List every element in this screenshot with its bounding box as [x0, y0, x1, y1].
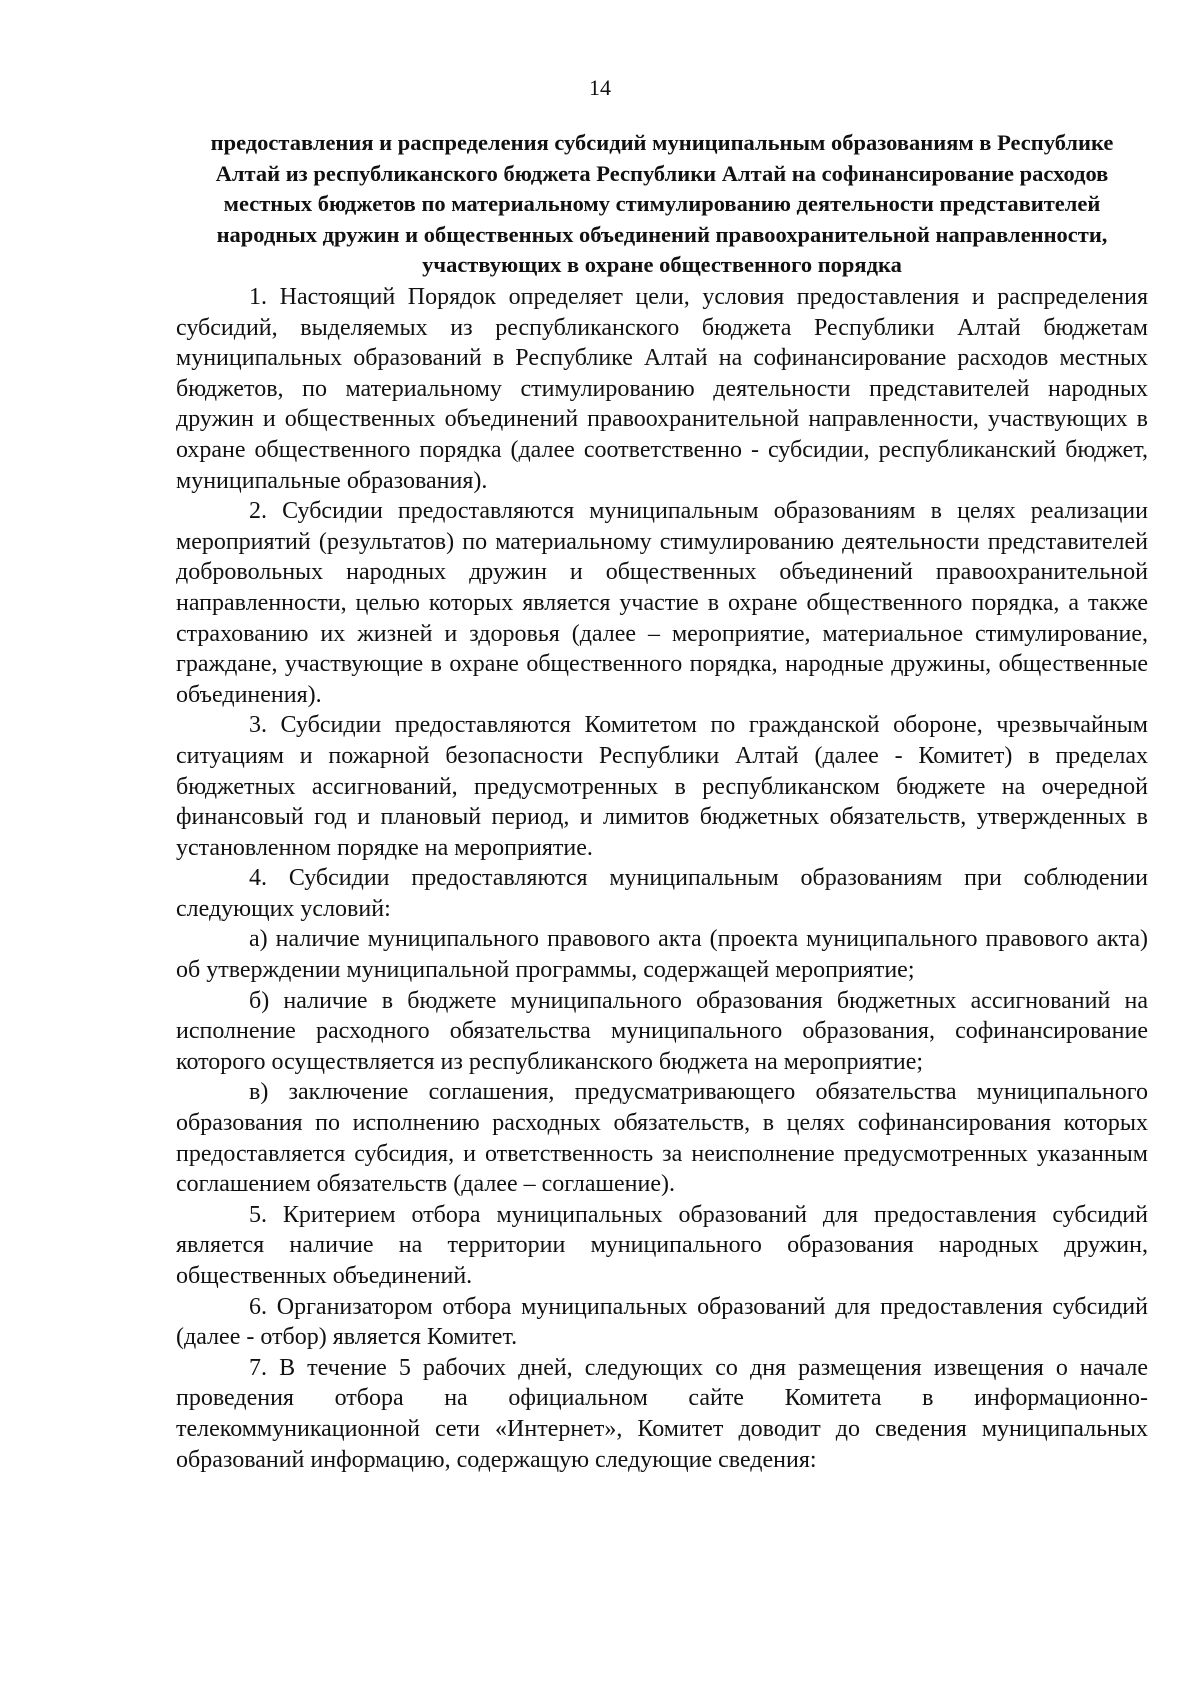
paragraph-4b: б) наличие в бюджете муниципального образования бюджетных ассигнований на исполнение расходного обязательства муниципального образования, софинансирование которого осуществляется из республиканского бюджета на мероприятие; — [176, 987, 1148, 1075]
paragraph-4: 4. Субсидии предоставляются муниципальным образованиям при соблюдении следующих условий: — [176, 865, 1148, 922]
paragraph-4a: а) наличие муниципального правового акта (проекта муниципального правового акта) об утверждении муниципальной программы, содержащей мероприятие; — [176, 926, 1148, 984]
document-title: предоставления и распределения субсидий муниципальным образованиям в Республике Алтай из республиканского бюджета Республики Алтай на софинансирование расходов местных бюджетов по материальному стимулированию деятельности представителей народных дружин и общественных объединений правоохранительной направленности, участвующих в охране общественного порядка — [210, 130, 1114, 278]
paragraph-6: 6. Организатором отбора муниципальных образований для предоставления субсидий (далее - отбор) является Комитет. — [176, 1293, 1148, 1351]
document-body — [176, 282, 1148, 1475]
paragraph-2: 2. Субсидии предоставляются муниципальным образованиям в целях реализации мероприятий (результатов) по материальному стимулированию деятельности представителей добровольных народных дружин и общественных объединений правоохранительной направленности, целью которых является участие в охране общественного порядка, а также страхованию их жизней и здоровья (далее – мероприятие, материальное стимулирование, граждане, участвующие в охране общественного порядка, народные дружины, общественные объединения). — [176, 498, 1148, 708]
paragraph-7: 7. В течение 5 рабочих дней, следующих со дня размещения извещения о начале проведения отбора на официальном сайте Комитета в информационно-телекоммуникационной сети «Интернет», Комитет доводит до сведения муниципальных образований информацию, содержащую следующие сведения: — [176, 1354, 1148, 1473]
page-number: 14 — [589, 75, 611, 100]
paragraph-5: 5. Критерием отбора муниципальных образований для предоставления субсидий является наличие на территории муниципального образования народных дружин, общественных объединений. — [176, 1201, 1148, 1289]
paragraph-3: 3. Субсидии предоставляются Комитетом по гражданской обороне, чрезвычайным ситуациям и пожарной безопасности Республики Алтай (далее - Комитет) в пределах бюджетных ассигнований, предусмотренных в республиканском бюджете на очередной финансовый год и плановый период, и лимитов бюджетных обязательств, утвержденных в установленном порядке на мероприятие. — [176, 712, 1148, 861]
paragraph-4v: в) заключение соглашения, предусматривающего обязательства муниципального образования по исполнению расходных обязательств, в целях софинансирования которых предоставляется субсидия, и ответственность за неисполнение предусмотренных указанным соглашением обязательств (далее – соглашение). — [176, 1079, 1148, 1198]
paragraph-1: 1. Настоящий Порядок определяет цели, условия предоставления и распределения субсидий, выделяемых из республиканского бюджета Республики Алтай бюджетам муниципальных образований в Республике Алтай на софинансирование расходов местных бюджетов, по материальному стимулированию деятельности представителей народных дружин и общественных объединений правоохранительной направленности, участвующих в охране общественного порядка (далее соответственно - субсидии, республиканский бюджет, муниципальные образования). — [176, 284, 1148, 494]
